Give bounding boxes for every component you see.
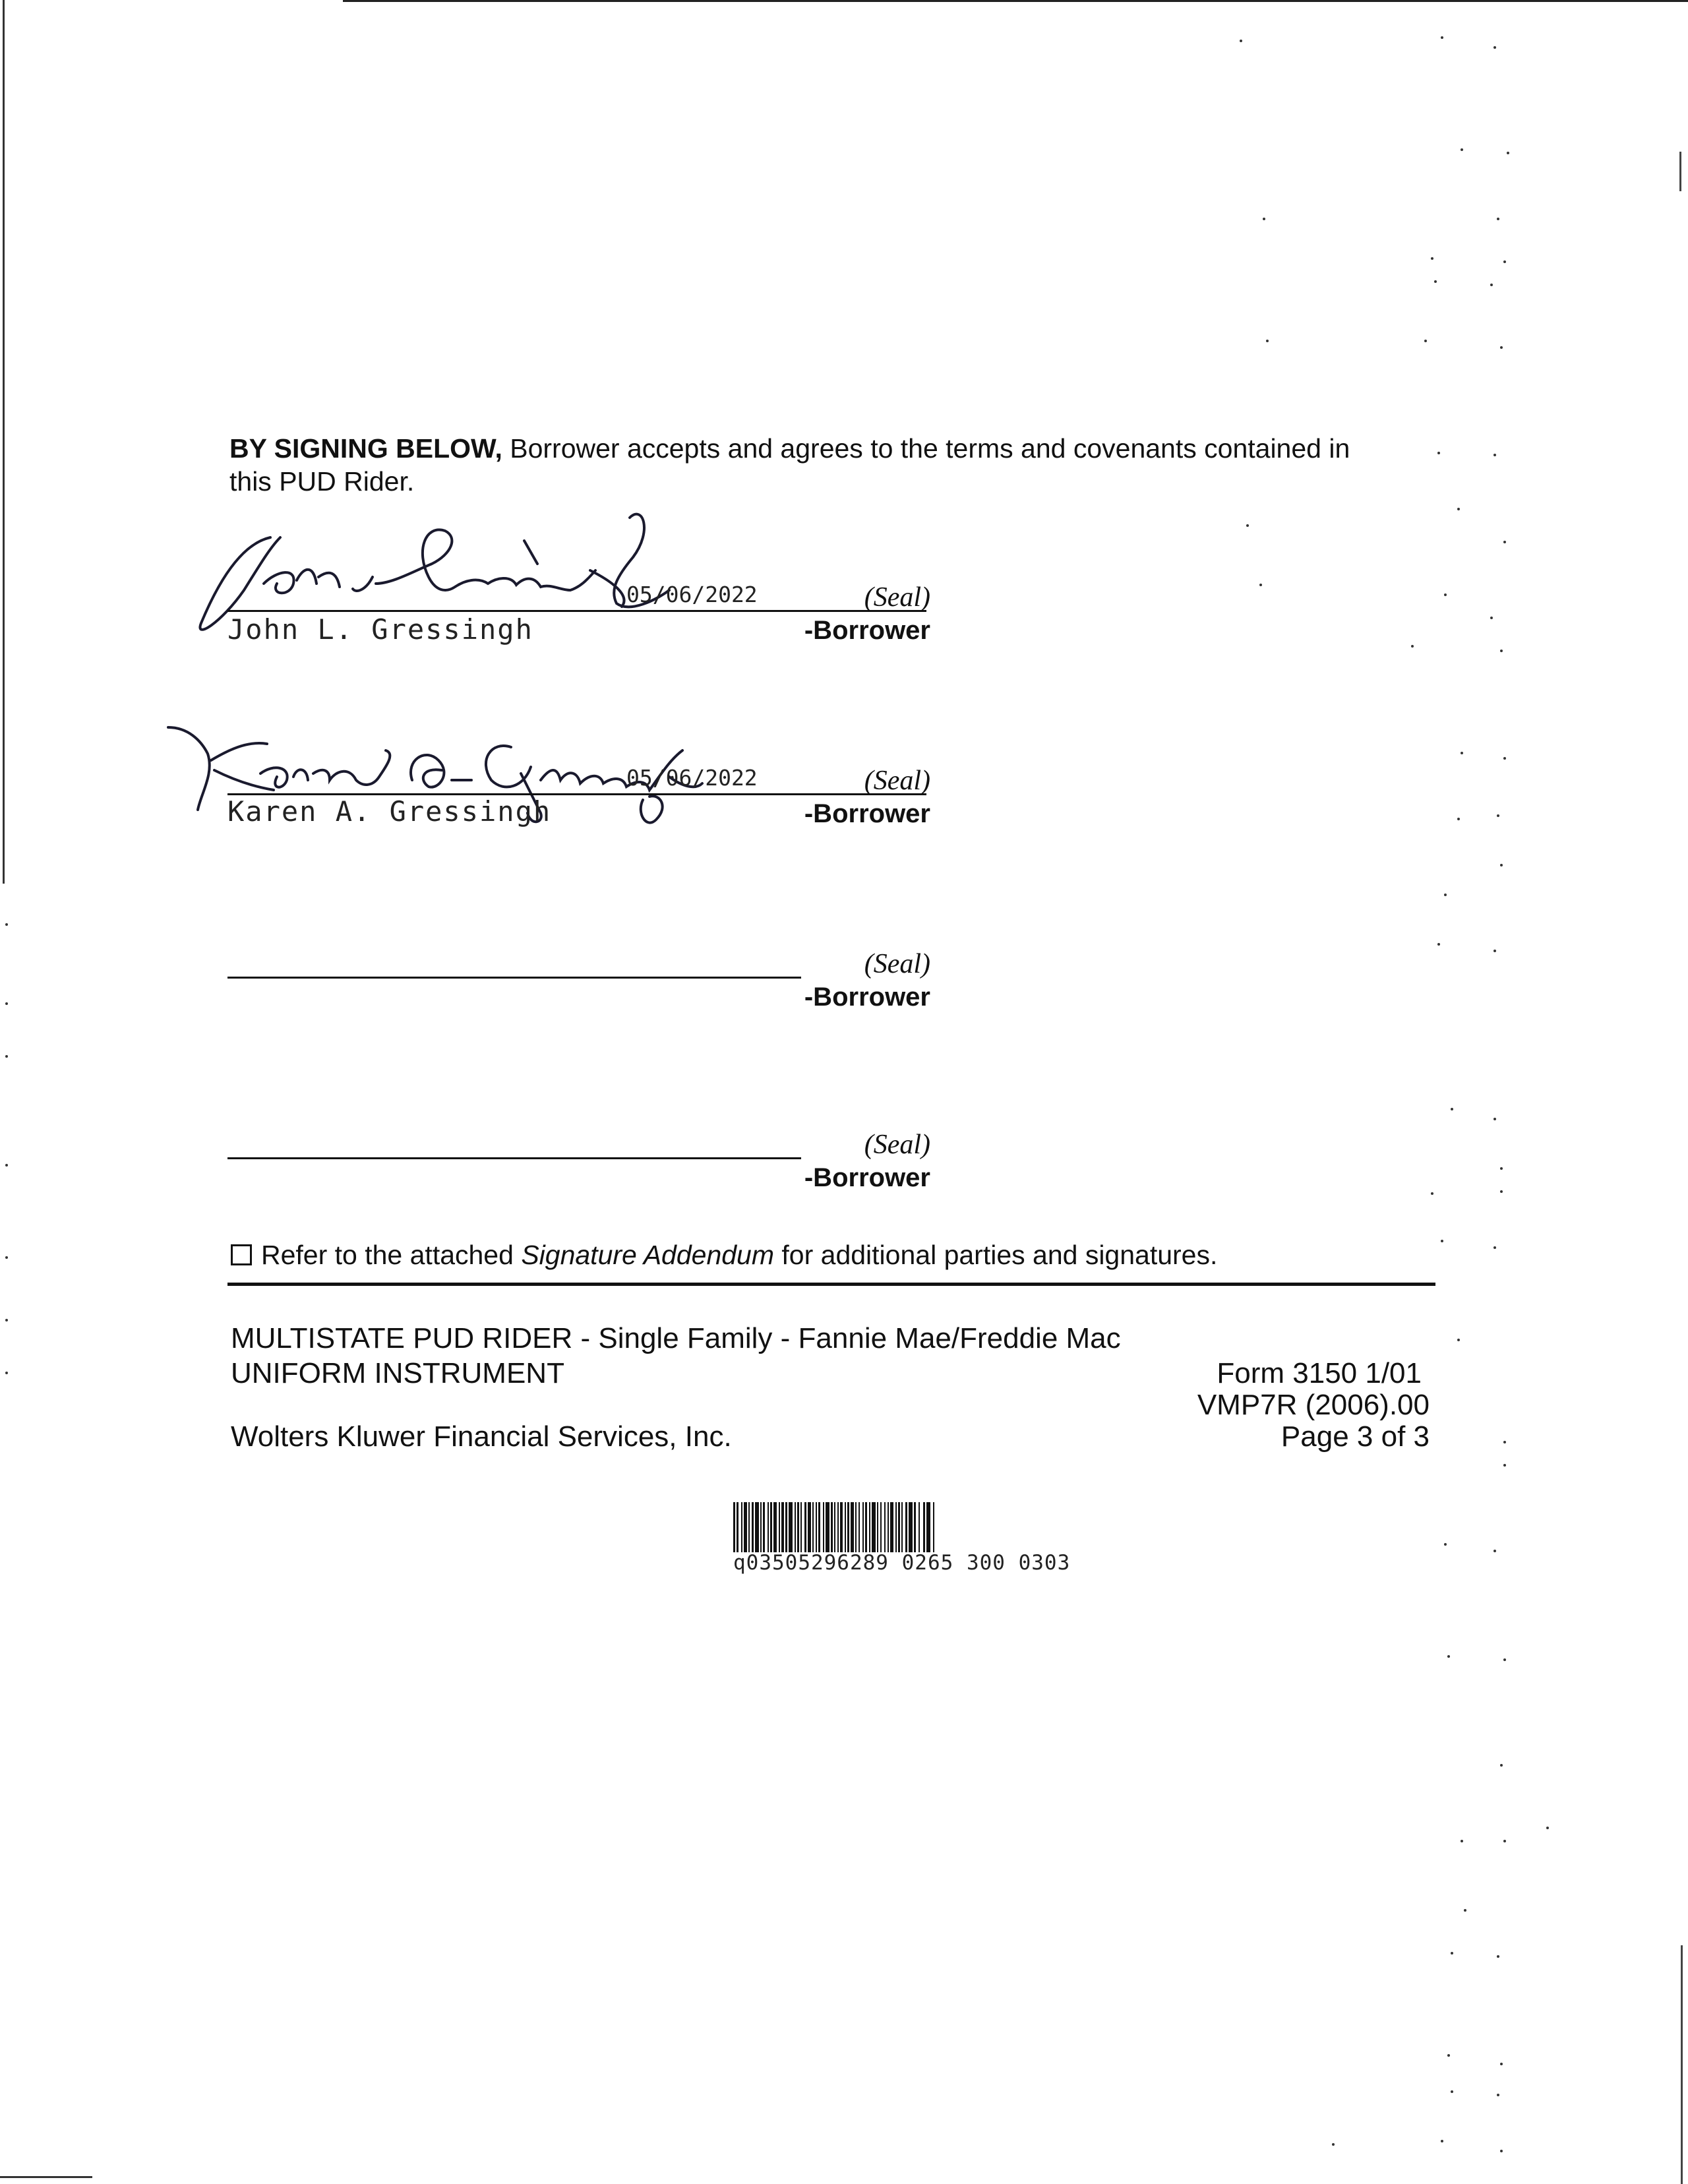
barcode-bar	[872, 1502, 876, 1552]
signature-block-borrower-2	[227, 731, 930, 828]
barcode-bar	[826, 1502, 829, 1552]
barcode-bar	[834, 1502, 835, 1552]
borrower-name-1: John L. Gressingh	[227, 613, 533, 646]
vmp-code: VMP7R (2006).00	[1197, 1389, 1430, 1421]
signature-line-4	[227, 1157, 801, 1159]
signature-block-borrower-4	[227, 1095, 930, 1192]
barcode-bar	[851, 1502, 854, 1552]
barcode-bar	[837, 1502, 839, 1552]
barcode-bar	[781, 1502, 784, 1552]
barcode-bar	[831, 1502, 833, 1552]
signature-date-2: 05/06/2022	[626, 765, 758, 791]
barcode-bar	[901, 1502, 903, 1552]
barcode-bar	[859, 1502, 860, 1552]
signing-statement-text: Borrower accepts and agrees to the terms and covenants contained in this PUD Rider.	[229, 433, 1350, 497]
barcode-number: q03505296289 0265 300 0303	[733, 1551, 1071, 1575]
borrower-label-4: -Borrower	[804, 1163, 930, 1192]
borrower-name-2: Karen A. Gressingh	[227, 795, 552, 828]
borrower-label-3: -Borrower	[804, 983, 930, 1012]
signature-addendum-notice	[231, 1240, 1217, 1271]
page-number: Page 3 of 3	[1281, 1420, 1430, 1453]
barcode-bar	[884, 1502, 886, 1552]
signature-date-1: 05/06/2022	[626, 582, 758, 607]
barcode-bar	[855, 1502, 857, 1552]
barcode-bar	[926, 1502, 930, 1552]
form-title: MULTISTATE PUD RIDER - Single Family - Fannie Mae/Freddie Mac	[231, 1322, 1121, 1354]
seal-label-3: (Seal)	[864, 949, 930, 979]
barcode-bar	[760, 1502, 762, 1552]
barcode-bar	[933, 1502, 934, 1552]
barcode-bar	[895, 1502, 897, 1552]
barcode-bar	[804, 1502, 806, 1552]
barcode-bar	[880, 1502, 882, 1552]
signature-block-borrower-3	[227, 914, 930, 1012]
borrower-label-2: -Borrower	[804, 799, 930, 828]
addendum-suffix: for additional parties and signatures.	[774, 1240, 1218, 1270]
barcode-bar	[779, 1502, 780, 1552]
seal-label-4: (Seal)	[864, 1130, 930, 1160]
signature-block-borrower-1	[227, 547, 930, 646]
barcode-bar	[800, 1502, 802, 1552]
scan-edge-right	[1679, 152, 1681, 191]
addendum-checkbox[interactable]	[231, 1244, 252, 1265]
barcode-bar	[909, 1502, 913, 1552]
barcode-bar	[888, 1502, 889, 1552]
barcode-bar	[905, 1502, 907, 1552]
barcode-bar	[752, 1502, 754, 1552]
barcode-bar	[741, 1502, 742, 1552]
barcode-bar	[818, 1502, 820, 1552]
barcode-bar	[812, 1502, 814, 1552]
scan-edge-bottom	[0, 2176, 92, 2178]
scan-edge-left	[3, 0, 5, 884]
barcode-bar	[768, 1502, 769, 1552]
barcode-bar	[816, 1502, 817, 1552]
barcode-bar	[862, 1502, 864, 1552]
barcode-bar	[847, 1502, 849, 1552]
barcode-bar	[923, 1502, 925, 1552]
barcode-bar	[733, 1502, 735, 1552]
uniform-instrument: UNIFORM INSTRUMENT	[231, 1357, 564, 1389]
barcode-bar	[770, 1502, 772, 1552]
addendum-emphasis: Signature Addendum	[521, 1240, 775, 1270]
barcode-bar	[737, 1502, 738, 1552]
signature-line-3	[227, 977, 801, 979]
scan-edge-right-lower	[1681, 1945, 1683, 2184]
seal-label-2: (Seal)	[864, 766, 930, 796]
barcode-bar	[808, 1502, 811, 1552]
barcode-bar	[797, 1502, 799, 1552]
barcode-bar	[763, 1502, 765, 1552]
barcode-bar	[877, 1502, 878, 1552]
barcode-bar	[865, 1502, 867, 1552]
barcode-bar	[773, 1502, 777, 1552]
barcode-bar	[795, 1502, 796, 1552]
signature-line-1	[227, 610, 926, 612]
barcode-bar	[869, 1502, 870, 1552]
barcode-bar	[755, 1502, 759, 1552]
barcode-bar	[823, 1502, 824, 1552]
barcode-bar	[789, 1502, 793, 1552]
barcode-bar	[748, 1502, 750, 1552]
signing-statement-lead: BY SIGNING BELOW,	[229, 433, 502, 464]
borrower-label-1: -Borrower	[804, 616, 930, 645]
barcode-bar	[890, 1502, 893, 1552]
barcode-bar	[914, 1502, 916, 1552]
footer-rule	[227, 1283, 1435, 1286]
barcode-bar	[840, 1502, 843, 1552]
form-number: Form 3150 1/01	[1217, 1357, 1422, 1389]
barcode-bar	[845, 1502, 846, 1552]
addendum-prefix: Refer to the attached	[261, 1240, 522, 1270]
barcode-bar	[785, 1502, 787, 1552]
publisher: Wolters Kluwer Financial Services, Inc.	[231, 1420, 732, 1453]
barcode	[733, 1502, 1205, 1552]
signing-statement	[229, 432, 1390, 498]
seal-label-1: (Seal)	[864, 582, 930, 613]
barcode-bar	[919, 1502, 920, 1552]
barcode-bar	[744, 1502, 747, 1552]
barcode-bar	[898, 1502, 900, 1552]
scan-edge-top	[343, 0, 1688, 2]
